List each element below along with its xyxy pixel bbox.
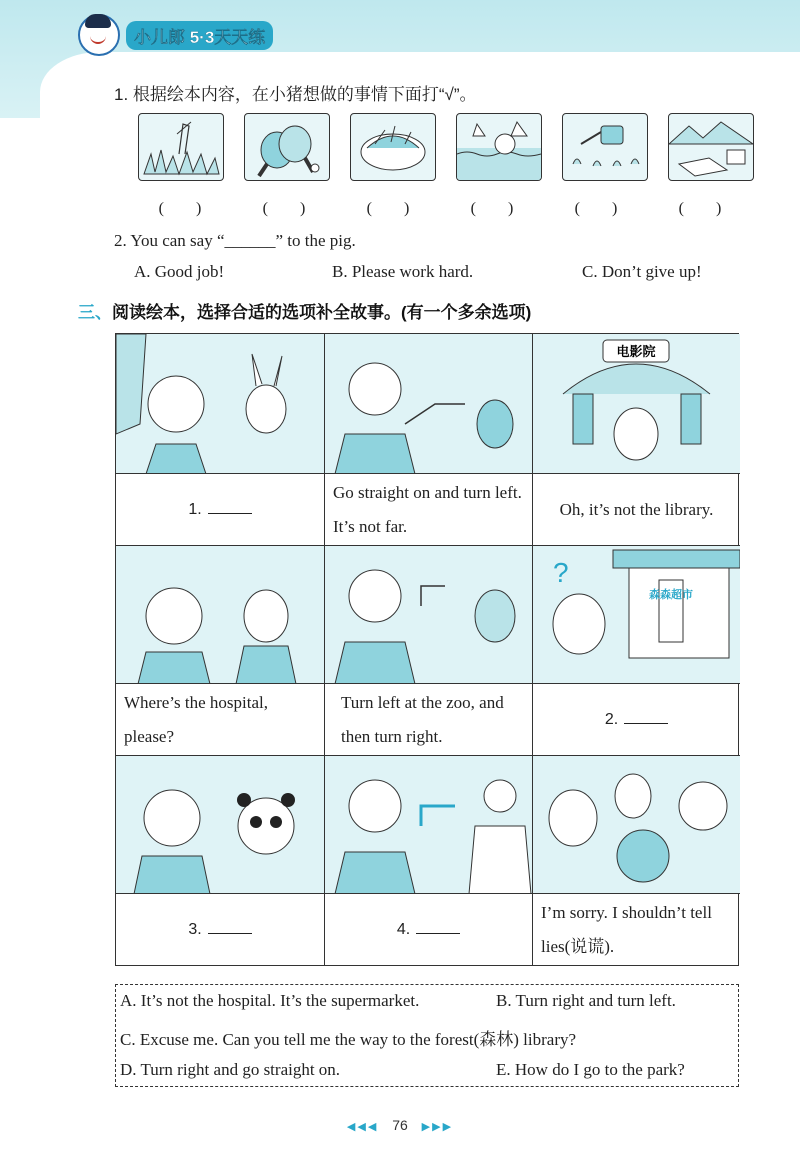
blank-3[interactable]: 3. (188, 913, 251, 947)
panel-tiger-rabbit (116, 334, 325, 474)
ping-pong-picture (244, 113, 330, 181)
picnic-picture (668, 113, 754, 181)
choices-box (115, 984, 739, 1087)
answer-bracket[interactable]: ( ) (470, 200, 514, 217)
dialog-sorry: I’m sorry. I shouldn’t tell lies(说谎). (541, 903, 712, 956)
dialog-turn-left-zoo: Turn left at the zoo, and then turn right. (325, 684, 533, 756)
brand-title: 小儿郎 5·3天天练 (126, 21, 273, 50)
panel-tiger-dog (116, 546, 325, 684)
answer-bracket[interactable]: ( ) (574, 200, 618, 217)
left-arrows-icon: ◀◀◀ (346, 1121, 379, 1133)
cinema-sign: 电影院 (616, 344, 656, 359)
dialog-go-straight: Go straight on and turn left. It’s not far. (325, 474, 533, 546)
panel-tiger-map (325, 334, 533, 474)
question-1: 1. 根据绘本内容，在小猪想做的事情下面打“√”。 (114, 85, 477, 104)
blank-4[interactable]: 4. (397, 913, 460, 947)
watering-picture (562, 113, 648, 181)
section-instruction: 阅读绘本，选择合适的选项补全故事。(有一个多余选项) (112, 303, 532, 322)
section-number: 三、 (78, 303, 112, 322)
panel-tiger-arrows (325, 756, 533, 894)
panel-tiger-panda (116, 756, 325, 894)
right-arrows-icon: ▶▶▶ (421, 1121, 454, 1133)
choice-c: C. Excuse me. Can you tell me the way to the forest(森林) library? (120, 1030, 577, 1049)
answer-bracket[interactable]: ( ) (678, 200, 722, 217)
option-b: B. Please work hard. (332, 262, 474, 281)
choice-b: B. Turn right and turn left. (496, 991, 676, 1010)
panel-supermarket (533, 546, 740, 684)
panel-cinema (533, 334, 740, 474)
answer-bracket[interactable]: ( ) (366, 200, 410, 217)
blank-4-cell (325, 894, 533, 966)
dialog-not-library: Oh, it’s not the library. (533, 474, 740, 546)
vegetable-basket-picture (350, 113, 436, 181)
grass-picture (138, 113, 224, 181)
choice-a: A. It’s not the hospital. It’s the supermarket. (120, 991, 420, 1010)
picture-row (138, 113, 754, 181)
shop-sign: 森森超市 (649, 589, 693, 601)
blank-2-cell (533, 684, 740, 756)
blank-1-cell (116, 474, 325, 546)
answer-bracket[interactable]: ( ) (158, 200, 202, 217)
answer-bracket[interactable]: ( ) (262, 200, 306, 217)
blank-2[interactable]: 2. (605, 703, 668, 737)
panel-tiger-direction (325, 546, 533, 684)
section-3-title (78, 298, 531, 323)
swimming-picture (456, 113, 542, 181)
mascot-icon (78, 14, 120, 56)
option-c: C. Don’t give up! (582, 262, 702, 281)
option-a: A. Good job! (134, 262, 225, 281)
blank-1[interactable]: 1. (188, 493, 251, 527)
question-mark-icon: ? (553, 557, 569, 588)
dialog-where-hospital: Where’s the hospital, please? (116, 684, 325, 756)
choice-e: E. How do I go to the park? (496, 1060, 685, 1079)
story-grid (115, 333, 739, 966)
page-number: 76 (392, 1117, 408, 1133)
question-2: 2. You can say “______” to the pig. (114, 231, 356, 250)
blank-3-cell (116, 894, 325, 966)
page-footer (0, 1117, 800, 1133)
brand-logo (78, 14, 273, 56)
panel-friends-group (533, 756, 740, 894)
answer-bracket-row (138, 195, 742, 218)
choice-d: D. Turn right and go straight on. (120, 1060, 341, 1079)
